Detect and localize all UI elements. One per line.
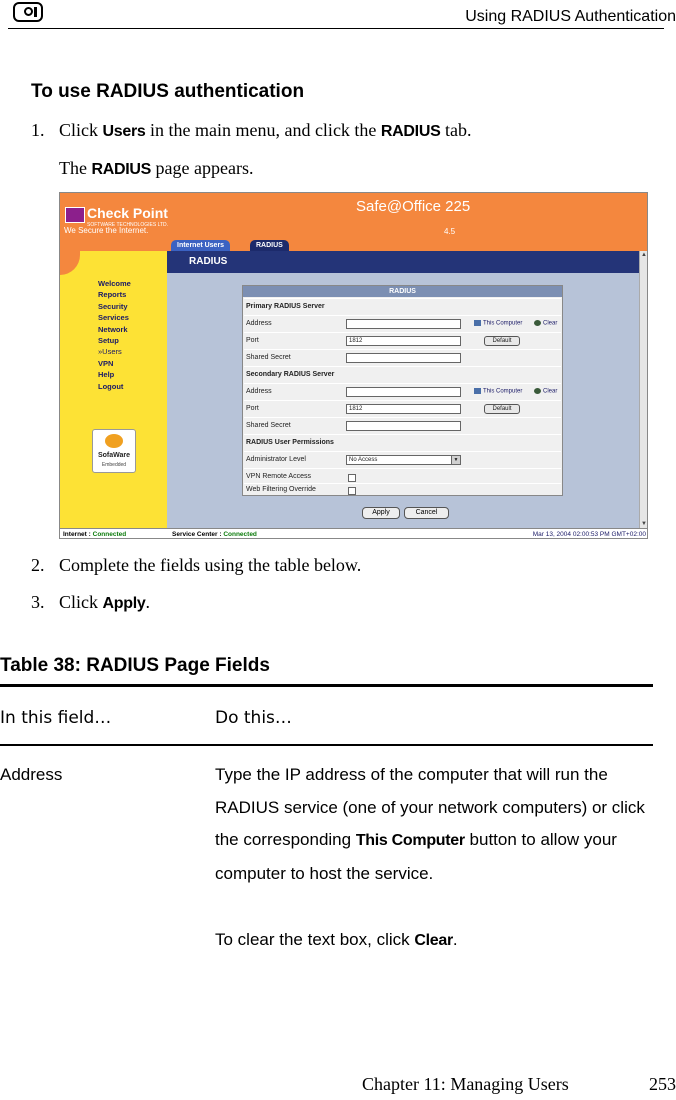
disc-icon [13, 2, 43, 22]
secondary-port-input: 1812 [346, 404, 461, 414]
menu-item-vpn: VPN [98, 358, 114, 368]
screenshot-page-band: RADIUS [167, 251, 639, 273]
apply-command: Apply [102, 595, 146, 612]
table-caption: Table 38: RADIUS Page Fields [0, 655, 270, 676]
running-header-title: Using RADIUS Authentication [465, 8, 676, 25]
screenshot-sidebar [60, 251, 167, 528]
column-header-field: In this field… [0, 708, 112, 728]
vpn-access-checkbox [348, 474, 356, 482]
menu-item-users: »Users [98, 347, 122, 357]
checkpoint-logo-icon [65, 207, 85, 223]
users-command: Users [102, 123, 146, 140]
primary-address-row: Address This Computer Clear [244, 315, 561, 333]
admin-level-select: No Access ▼ [346, 455, 461, 465]
secondary-port-row: Port 1812 Default [244, 400, 561, 418]
admin-level-row: Administrator Level No Access ▼ [244, 451, 561, 469]
screenshot-logo: Check Point [87, 205, 168, 221]
column-header-action: Do this… [215, 708, 292, 728]
table-row-clear-note: To clear the text box, click Clear. [215, 930, 458, 949]
header-rule [8, 28, 664, 29]
table-top-rule [0, 684, 653, 687]
clear-icon [534, 320, 541, 326]
primary-address-input [346, 319, 461, 329]
this-computer-command: This Computer [355, 832, 465, 849]
clear-command: Clear [414, 932, 453, 949]
table-row-description: Type the IP address of the computer that will run the RADIUS service (one of your network computers) or click the corresponding This Computer button to allow your computer to host the service. [215, 765, 645, 883]
page-number: 253 [649, 1074, 676, 1094]
secondary-address-row: Address This Computer Clear [244, 383, 561, 401]
menu-item-reports: Reports [98, 290, 127, 300]
secondary-default-button: Default [484, 404, 520, 414]
primary-secret-input [346, 353, 461, 363]
vpn-access-row: VPN Remote Access [244, 468, 561, 486]
step-1: 1. Click Users in the main menu, and click the RADIUS tab. [31, 120, 472, 140]
clear-icon [534, 388, 541, 394]
section-title: To use RADIUS authentication [31, 81, 305, 102]
table-header-rule [0, 744, 653, 746]
menu-item-setup: Setup [98, 336, 119, 346]
primary-secret-row: Shared Secret [244, 349, 561, 367]
screenshot-tagline: We Secure the Internet. [64, 226, 149, 235]
computer-icon [474, 388, 481, 394]
menu-item-help: Help [98, 370, 115, 380]
primary-port-input: 1812 [346, 336, 461, 346]
screenshot-version: 4.5 [444, 227, 456, 236]
radius-command: RADIUS [380, 123, 441, 140]
secondary-secret-input [346, 421, 461, 431]
footer-chapter: Chapter 11: Managing Users [362, 1074, 569, 1094]
menu-item-security: Security [98, 301, 128, 311]
primary-port-row: Port 1812 Default [244, 332, 561, 350]
secondary-address-input [346, 387, 461, 397]
menu-item-welcome: Welcome [98, 279, 131, 288]
primary-default-button: Default [484, 336, 520, 346]
step-1-result: The RADIUS page appears. [59, 158, 254, 178]
radius-form: RADIUS Primary RADIUS Server Address This Computer Clear Port 1812 Default Shared Secret Secondary RADIUS Server Address This Computer Clear Port 1812 Default Shared Secret RADIUS User Permissions Administrator Level No Access ▼ VPN Remote Access Web Filtering Override [242, 285, 563, 496]
web-override-checkbox [348, 487, 356, 495]
menu-item-network: Network [98, 324, 128, 334]
sofaware-mascot-icon [105, 434, 123, 448]
step-2: 2. Complete the fields using the table below. [31, 555, 362, 575]
computer-icon [474, 320, 481, 326]
step-3: 3. Click Apply. [31, 592, 150, 612]
menu-item-services: Services [98, 313, 129, 323]
radius-page-screenshot: Check Point SOFTWARE TECHNOLOGIES LTD. We Secure the Internet. Safe@Office 225 4.5 Internet Users RADIUS Welcome Reports Security Services Network Setup »Users VPN Help Logout SofaWare Embedded RADIUS ▲ ▼ RADIUS Primary RADIUS Server Address This Computer Clear Port 1812 Default Shared Secret Secondary RADIUS Server Address This Computer Clear Port 1812 Default Shared Secret RADIUS User Permissions Administrator Level No Access ▼ VPN Remote Access Web Filtering Override Apply Cancel Internet : Connected Service Center : Connected Mar 13, 2004 02:00:53 PM GMT+02:00 [59, 192, 648, 539]
tab-internet-users: Internet Users [171, 240, 230, 251]
radius-form-title: RADIUS [243, 286, 562, 297]
screenshot-status-bar: Internet : Connected Service Center : Connected Mar 13, 2004 02:00:53 PM GMT+02:00 [60, 528, 648, 539]
menu-item-logout: Logout [98, 381, 124, 391]
screenshot-scrollbar: ▲ ▼ [639, 251, 648, 528]
secondary-secret-row: Shared Secret [244, 417, 561, 435]
screenshot-cancel-button: Cancel [404, 507, 449, 519]
screenshot-apply-button: Apply [362, 507, 400, 519]
sofaware-badge: SofaWare Embedded [92, 429, 136, 473]
table-row-field: Address [0, 765, 63, 784]
web-override-row: Web Filtering Override [244, 483, 561, 496]
screenshot-product: Safe@Office 225 [356, 198, 471, 215]
tab-radius: RADIUS [250, 240, 289, 251]
chevron-down-icon: ▼ [451, 456, 460, 464]
